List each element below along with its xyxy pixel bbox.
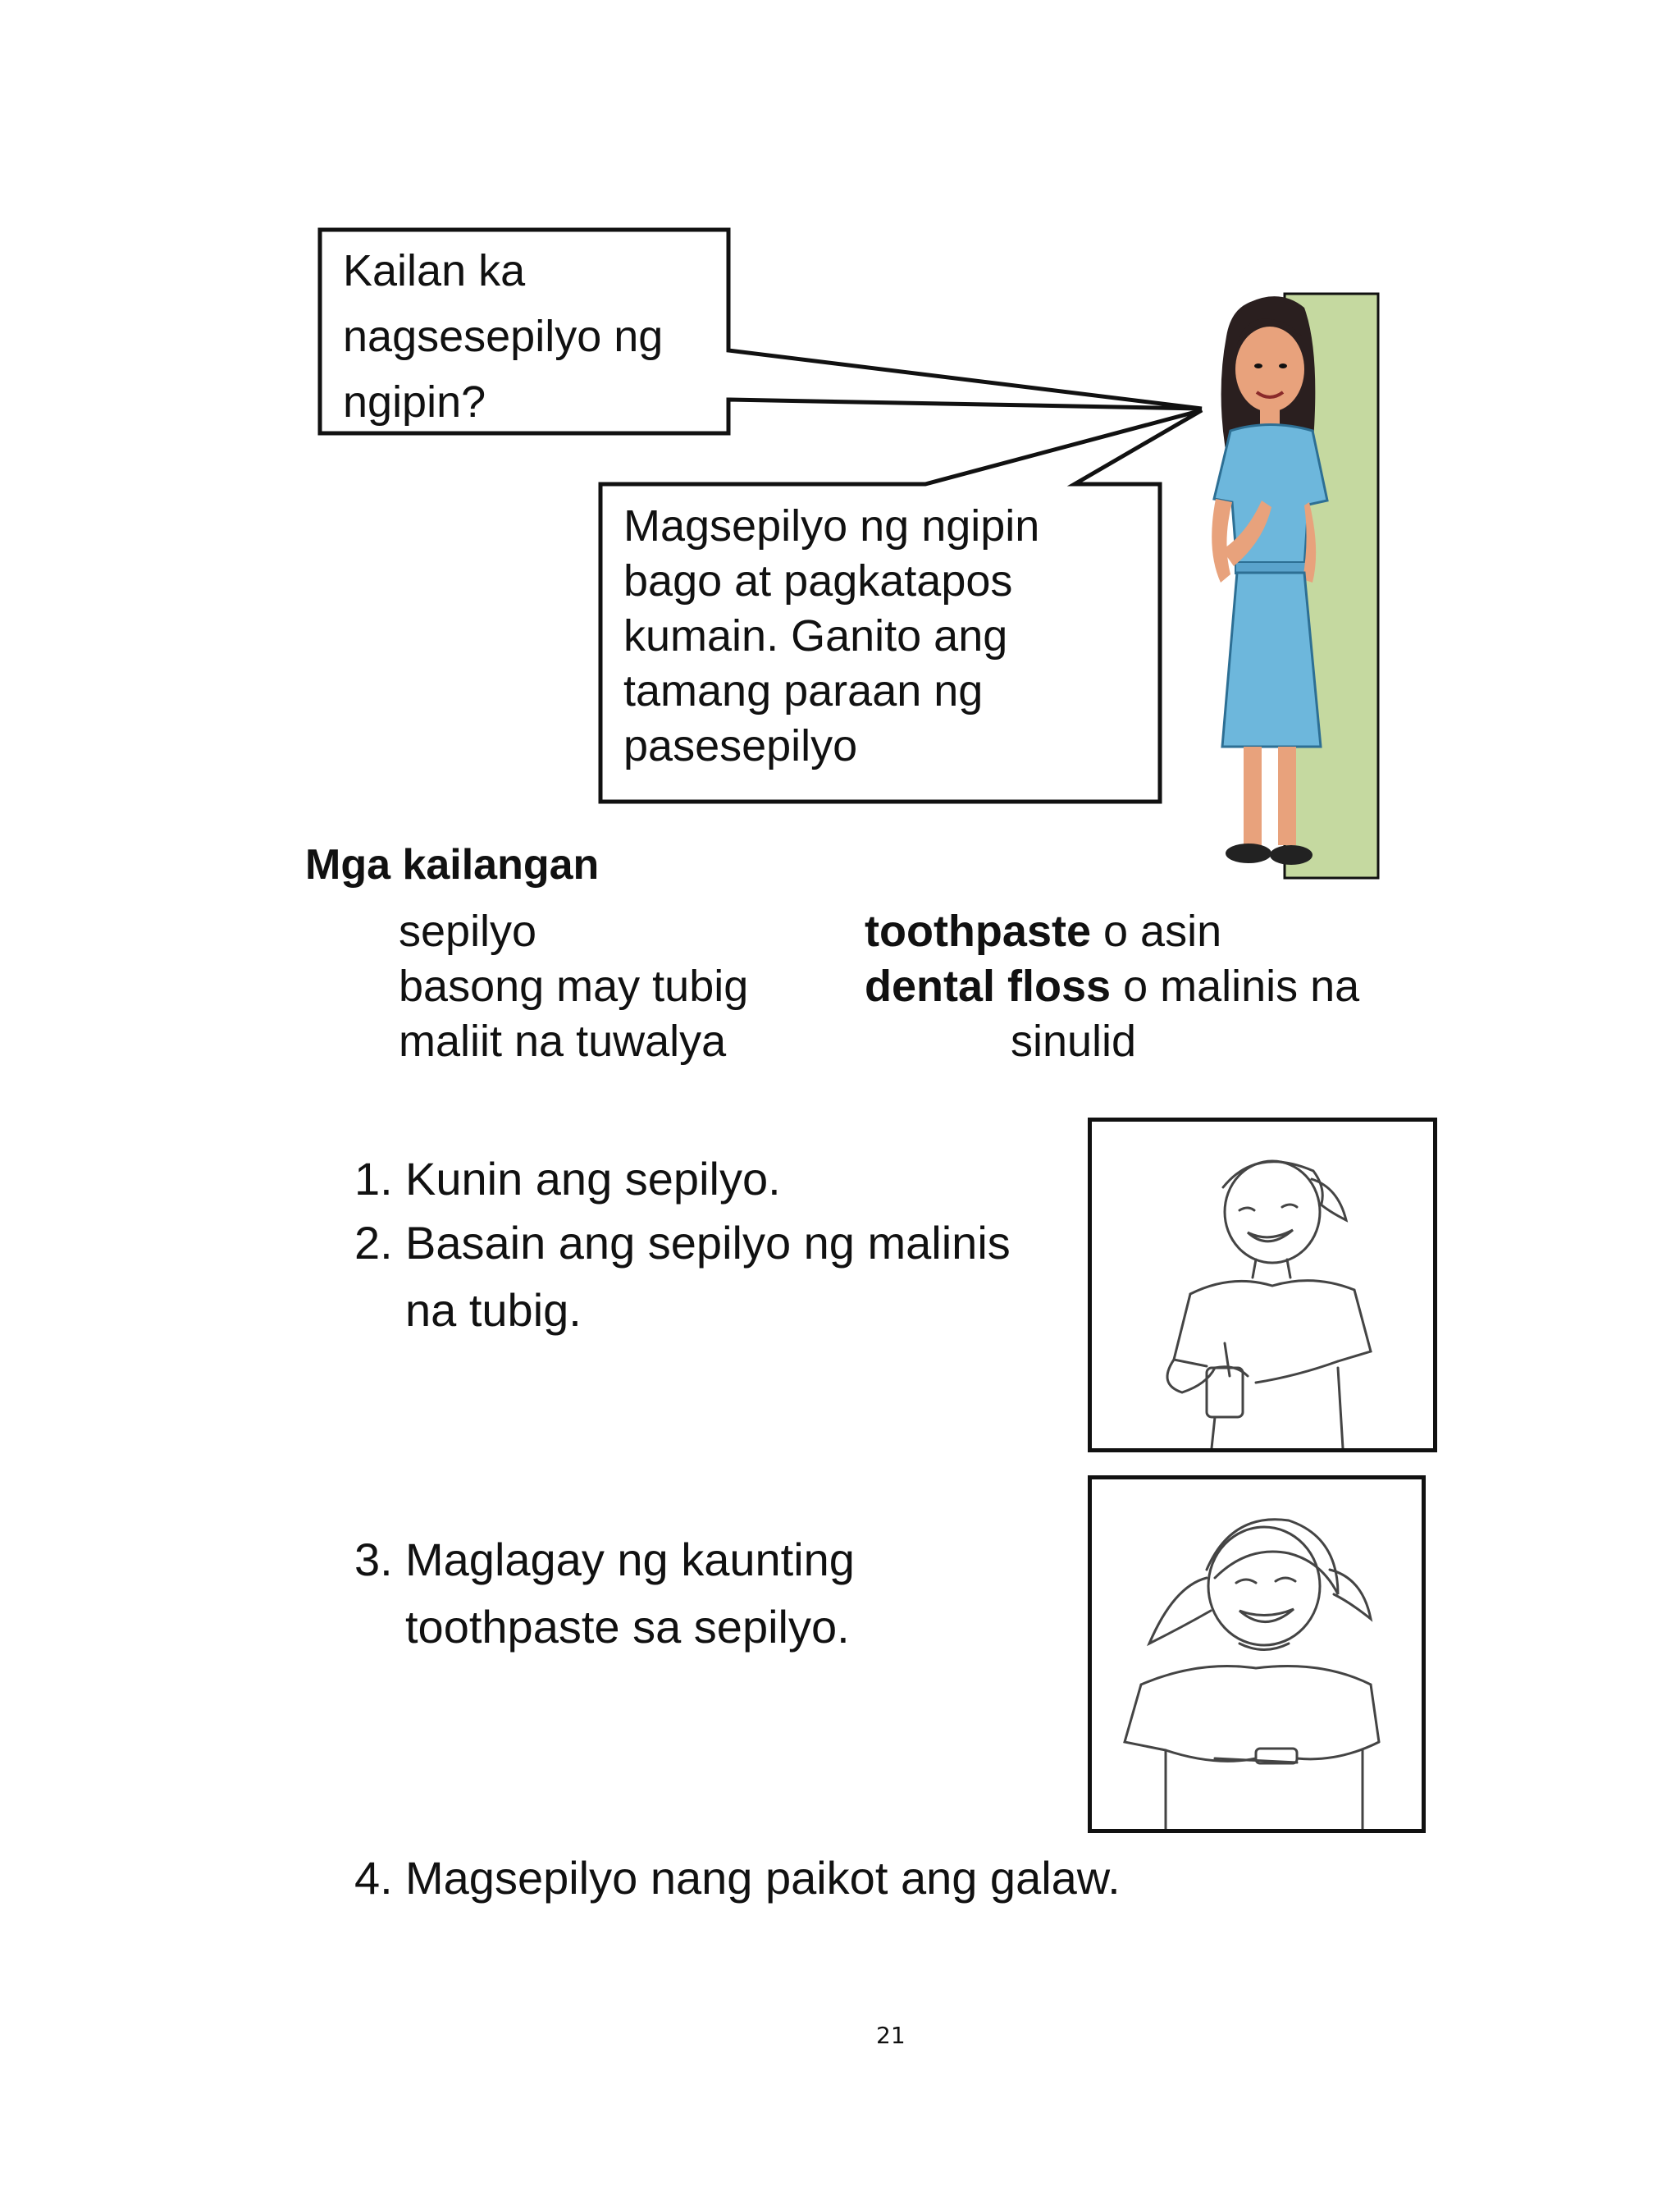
step-4 [354, 1845, 1121, 1912]
step-2 [354, 1209, 1011, 1344]
nurse-illustration [1198, 287, 1395, 886]
answer-line: bago at pagkatapos [623, 556, 1013, 606]
illustration-frame-toothpaste [1088, 1475, 1426, 1833]
girl-toothpaste-drawing [1092, 1479, 1422, 1829]
illustration-frame-wet-brush [1088, 1118, 1437, 1452]
answer-line: kumain. Ganito ang [623, 611, 1008, 661]
requirement-item: dental floss o malinis na [865, 962, 1360, 1011]
step-text-continued: na tubig. [405, 1284, 582, 1336]
question-text [343, 238, 720, 435]
answer-line: pasesepilyo [623, 721, 858, 770]
step-number: 3. [354, 1534, 393, 1585]
step-text: Maglagay ng kaunting [405, 1534, 855, 1585]
question-line: ngipin? [343, 377, 486, 427]
girl-wetting-brush-drawing [1092, 1122, 1433, 1448]
answer-text [623, 499, 1148, 774]
requirements-left-list [399, 904, 748, 1069]
requirement-item: toothpaste o asin [865, 907, 1222, 956]
step-text: Magsepilyo nang paikot ang galaw. [405, 1852, 1121, 1904]
requirements-right-list [865, 904, 1359, 1069]
question-line: Kailan ka [343, 246, 526, 295]
requirement-item: maliit na tuwalya [399, 1017, 727, 1066]
step-text: Kunin ang sepilyo. [405, 1153, 781, 1205]
answer-line: Magsepilyo ng ngipin [623, 501, 1040, 551]
step-number: 2. [354, 1217, 393, 1269]
answer-line: tamang paraan ng [623, 666, 984, 716]
page-number: 21 [876, 2022, 906, 2049]
step-text: Basain ang sepilyo ng malinis [405, 1217, 1011, 1269]
question-line: nagsesepilyo ng [343, 312, 664, 361]
step-1 [354, 1145, 781, 1213]
step-3 [354, 1526, 855, 1661]
step-number: 4. [354, 1852, 393, 1904]
step-text-continued: toothpaste sa sepilyo. [405, 1601, 850, 1653]
requirement-item: sinulid [1011, 1017, 1137, 1066]
requirement-item: sepilyo [399, 907, 537, 956]
requirements-heading: Mga kailangan [305, 841, 600, 889]
step-number: 1. [354, 1153, 393, 1205]
requirement-item: basong may tubig [399, 962, 749, 1011]
